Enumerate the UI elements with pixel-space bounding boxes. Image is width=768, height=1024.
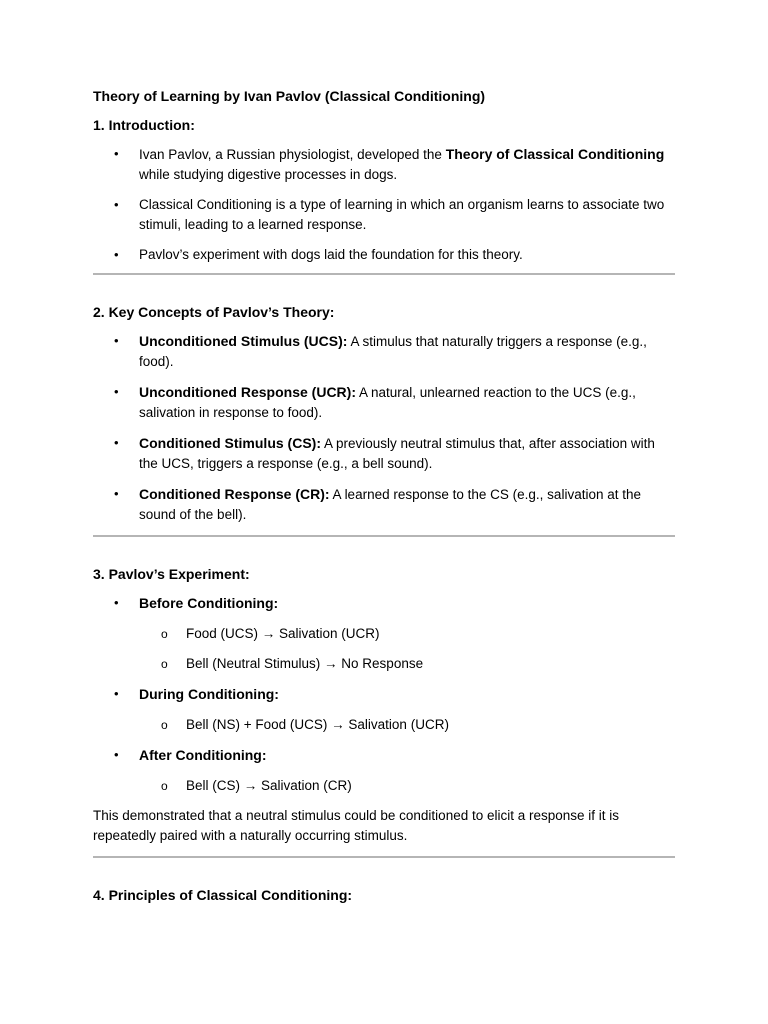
list-item [93,484,675,525]
concept-term: Unconditioned Response (UCR): [139,384,356,400]
list-item [93,593,675,674]
stage-label: During Conditioning: [139,686,279,702]
list-item [93,433,675,474]
section-heading-key-concepts: 2. Key Concepts of Pavlov’s Theory: [93,304,335,320]
list-item [93,245,675,265]
stage-label: Before Conditioning: [139,595,279,611]
concept-definition: A stimulus that naturally triggers a response (e.g., food). [139,334,647,369]
concept-definition: A natural, unlearned reaction to the UCS (e.g., salivation in response to food). [139,385,636,420]
key-concepts-list [93,331,675,525]
section-heading-experiment: 3. Pavlov’s Experiment: [93,566,250,582]
bullet-text: Ivan Pavlov, a Russian physiologist, developed the [139,147,446,162]
concept-definition: A learned response to the CS (e.g., salivation at the sound of the bell). [139,487,641,522]
stage-steps [93,715,675,735]
list-item: o Bell (NS) + Food (UCS) → Salivation (UCR) [93,715,675,735]
stage-steps [93,776,675,796]
section-divider [93,856,675,858]
introduction-list [93,144,675,265]
section-heading-introduction: 1. Introduction: [93,117,195,133]
stage-steps [93,624,675,674]
list-item [93,331,675,372]
bullet-text: while studying digestive processes in dogs. [139,167,398,182]
experiment-stages-list [93,593,675,796]
section-key-concepts [93,302,675,525]
concept-term: Unconditioned Stimulus (UCS): [139,333,348,349]
list-item: o Bell (CS) → Salivation (CR) [93,776,675,796]
concept-definition: A previously neutral stimulus that, after association with the UCS, triggers a response (e.g., a bell sound). [139,436,655,471]
section-heading-principles: 4. Principles of Classical Conditioning: [93,887,353,903]
bullet-text: Pavlov’s experiment with dogs laid the foundation for this theory. [139,247,523,262]
list-item [93,745,675,796]
section-divider [93,535,675,537]
experiment-conclusion: This demonstrated that a neutral stimulus could be conditioned to elicit a response if it is repeatedly paired with a naturally occurring stimulus. [93,808,620,843]
section-experiment [93,564,675,846]
bullet-text: Classical Conditioning is a type of learning in which an organism learns to associate two stimuli, leading to a learned response. [139,197,665,232]
list-item [93,684,675,735]
list-item: o Food (UCS) → Salivation (UCR) [93,624,675,644]
list-item [93,382,675,423]
list-item [93,144,675,185]
section-introduction [93,115,675,265]
section-principles [93,885,675,905]
section-divider [93,273,675,275]
concept-term: Conditioned Stimulus (CS): [139,435,321,451]
list-item [93,195,675,235]
concept-term: Conditioned Response (CR): [139,486,330,502]
document-title: Theory of Learning by Ivan Pavlov (Classical Conditioning) [93,88,486,104]
document-page [93,86,675,914]
bold-phrase: Theory of Classical Conditioning [445,146,665,162]
stage-label: After Conditioning: [139,747,267,763]
list-item: o Bell (Neutral Stimulus) → No Response [93,654,675,674]
